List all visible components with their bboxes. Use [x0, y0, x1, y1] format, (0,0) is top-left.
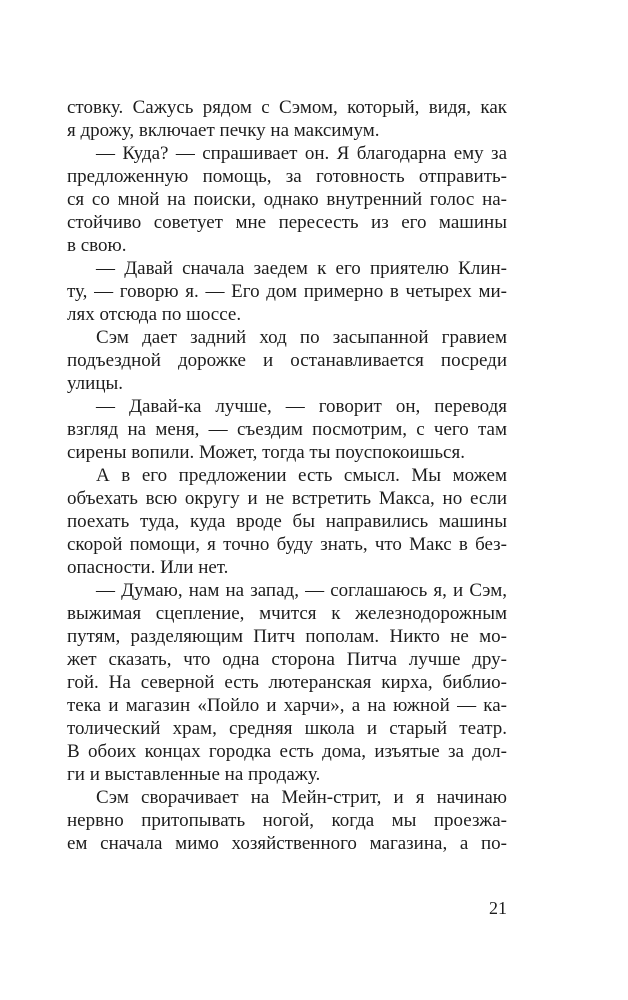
- text-line: В обоих концах городка есть дома, изъятые за дол-: [67, 741, 507, 762]
- text-line: взгляд на меня, — съездим посмотрим, с чего там: [67, 419, 507, 440]
- text-line: я дрожу, включает печку на максимум.: [67, 120, 380, 141]
- text-line: стойчиво советует мне пересесть из его машины: [67, 212, 507, 233]
- text-line: — Давай-ка лучше, — говорит он, переводя: [96, 396, 507, 417]
- text-line: стовку. Сажусь рядом с Сэмом, который, видя, как: [67, 97, 507, 118]
- text-line: лях отсюда по шоссе.: [67, 304, 242, 325]
- text-line: — Давай сначала заедем к его приятелю Клин-: [96, 258, 507, 279]
- text-line: предложенную помощь, за готовность отправить-: [67, 166, 507, 187]
- text-line: поехать туда, куда вроде бы направились машины: [67, 511, 507, 532]
- text-line: выжимая сцепление, мчится к железнодорожным: [67, 603, 507, 624]
- text-line: в свою.: [67, 235, 127, 256]
- page-number: 21: [489, 898, 507, 918]
- text-line: путям, разделяющим Питч пополам. Никто не мо-: [67, 626, 507, 647]
- text-line: опасности. Или нет.: [67, 557, 229, 578]
- text-line: объехать всю округу и не встретить Макса, но если: [67, 488, 507, 509]
- text-line: ся со мной на поиски, однако внутренний голос на-: [67, 189, 507, 210]
- text-line: гой. На северной есть лютеранская кирха, библио-: [67, 672, 507, 693]
- text-line: — Думаю, нам на запад, — соглашаюсь я, и Сэм,: [96, 580, 507, 601]
- text-line: ги и выставленные на продажу.: [67, 764, 321, 785]
- text-line: нервно притопывать ногой, когда мы проезжа-: [67, 810, 507, 831]
- text-line: подъездной дорожке и останавливается посреди: [67, 350, 507, 371]
- text-line: ем сначала мимо хозяйственного магазина, а по-: [67, 833, 507, 854]
- text-line: толический храм, средняя школа и старый театр.: [67, 718, 507, 739]
- text-line: сирены вопили. Может, тогда ты поуспокоишься.: [67, 442, 465, 463]
- text-line: улицы.: [67, 373, 123, 394]
- page-body-text: [67, 96, 507, 855]
- text-line: тека и магазин «Пойло и харчи», а на южной — ка-: [67, 695, 507, 716]
- text-line: Сэм сворачивает на Мейн-стрит, и я начинаю: [96, 787, 507, 808]
- text-line: ту, — говорю я. — Его дом примерно в четырех ми-: [67, 281, 507, 302]
- text-line: А в его предложении есть смысл. Мы можем: [96, 465, 507, 486]
- text-line: Сэм дает задний ход по засыпанной гравием: [96, 327, 507, 348]
- text-line: скорой помощи, я точно буду знать, что Макс в без-: [67, 534, 507, 555]
- text-line: жет сказать, что одна сторона Питча лучше дру-: [67, 649, 507, 670]
- text-line: — Куда? — спрашивает он. Я благодарна ему за: [96, 143, 507, 164]
